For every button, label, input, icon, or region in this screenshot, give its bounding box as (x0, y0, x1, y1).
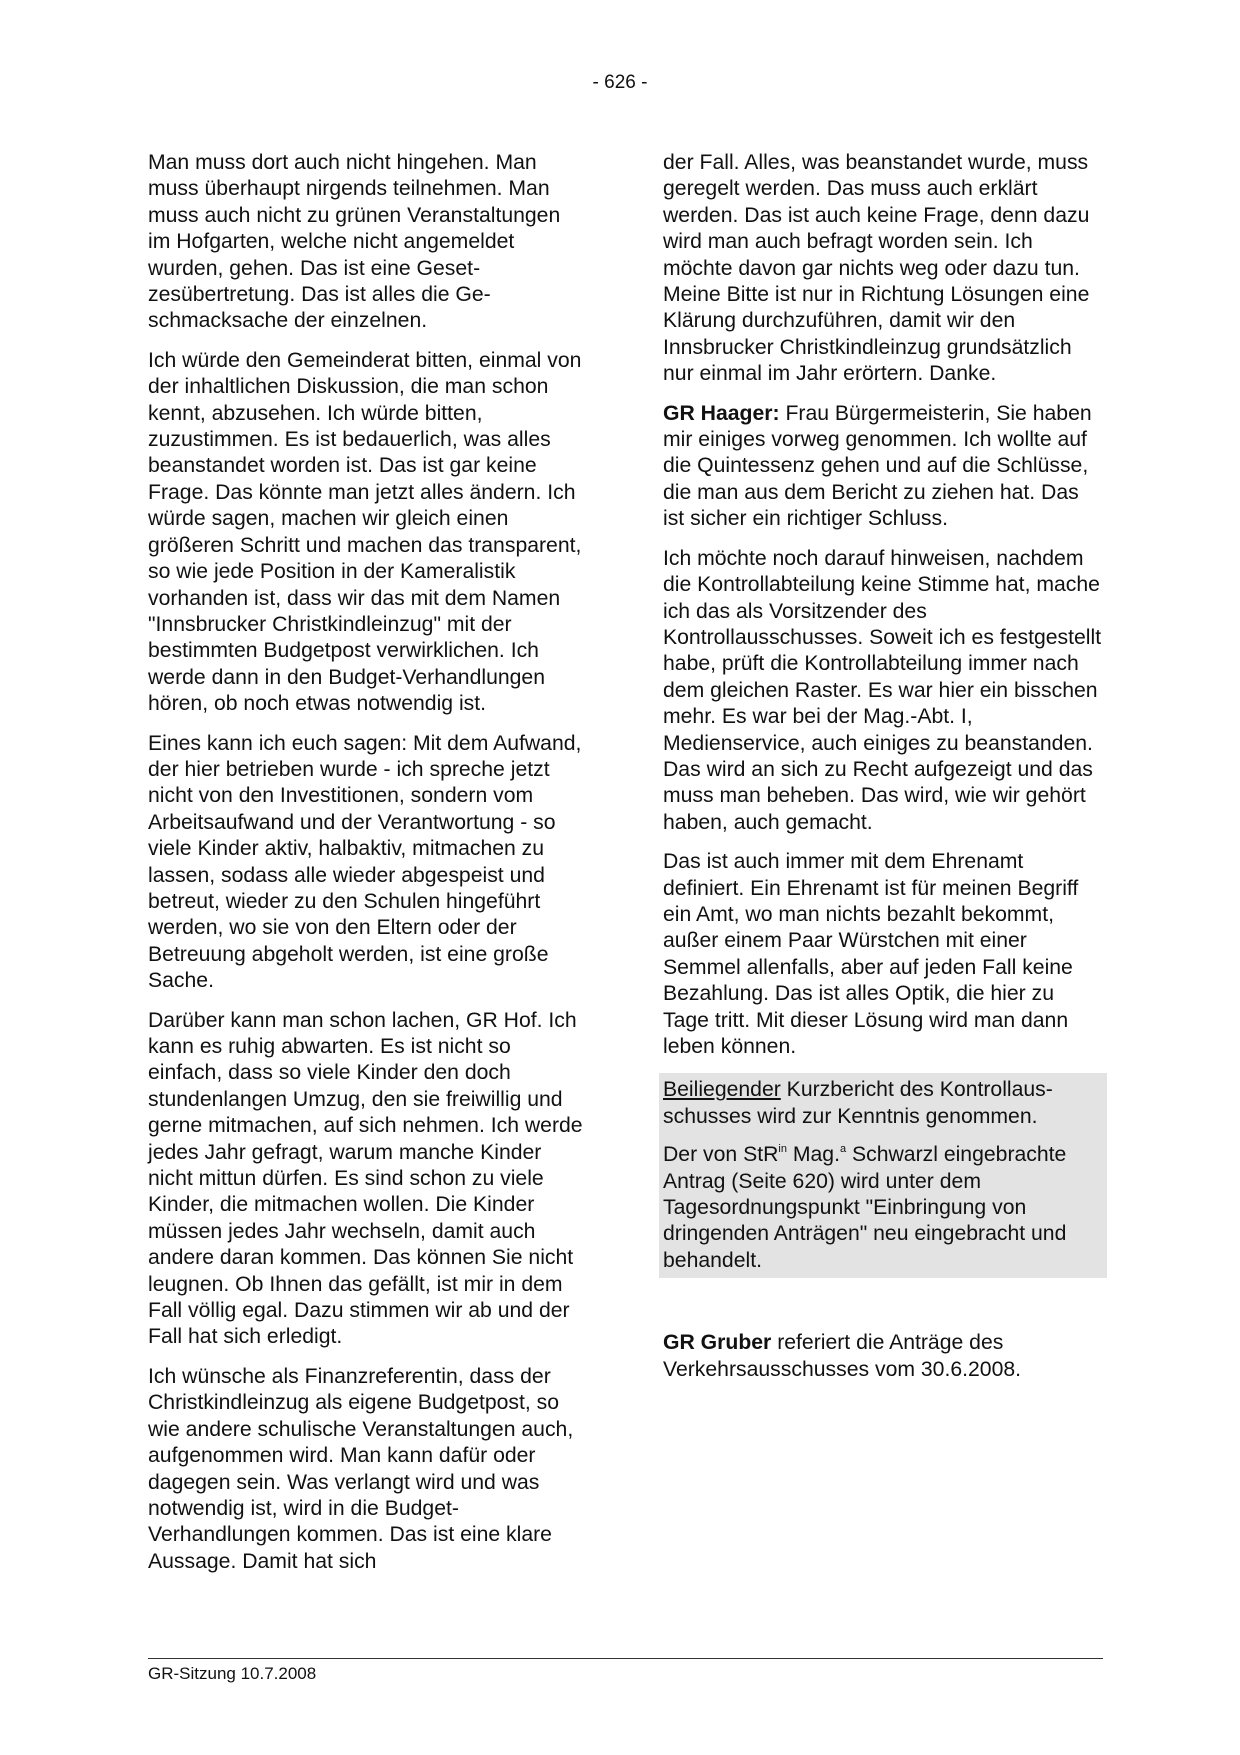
resolution-text: Der von StR (663, 1143, 779, 1167)
resolution-box (659, 1073, 1107, 1278)
superscript: in (778, 1143, 787, 1156)
speaker-text: referiert die Anträge des Verkehrsausschusses vom 30.6.2008. (663, 1331, 1022, 1381)
paragraph: Ich wünsche als Finanzreferentin, dass der Christkindleinzug als eigene Budgetpost, so wie andere schulische Veranstaltungen auch, aufgenommen wird. Man kann dafür oder dagegen sein. Was verlangt wird und was notwendig ist, wird in die Budget-Verhandlungen kommen. Das ist eine klare Aussage. Damit hat sich (148, 1364, 574, 1573)
page-number: - 626 - (592, 72, 648, 93)
speaker-name: GR Gruber (663, 1331, 772, 1355)
superscript: a (839, 1143, 847, 1156)
resolution-underlined-word: Beiliegender (663, 1078, 781, 1102)
paragraph: der Fall. Alles, was beanstandet wurde, muss geregelt werden. Das muss auch erklärt werden. Das ist auch keine Frage, denn dazu wird man auch befragt worden sein. Ich möchte davon gar nichts weg oder dazu tun. Meine Bitte ist nur in Richtung Lösungen eine Klärung durchzuführen, damit wir den Innsbrucker Christkindleinzug grundsätzlich nur einmal im Jahr erörtern. Danke. (663, 151, 1090, 386)
paragraph: Darüber kann man schon lachen, GR Hof. Ich kann es ruhig abwarten. Es ist nicht so einfach, dass so viele Kinder den doch stundenlangen Umzug, den sie freiwillig und gerne mitmachen, auf sich nehmen. Ich werde jedes Jahr gefragt, warum manche Kinder nicht mittun dürfen. Es sind schon zu viele Kinder, die mitmachen wollen. Die Kinder müssen jedes Jahr wechseln, damit auch andere daran kommen. Das können Sie nicht leugnen. Ob Ihnen das gefällt, ist mir in dem Fall völlig egal. Dazu stimmen wir ab und der Fall hat sich erledigt. (148, 1008, 583, 1349)
resolution-text: Kurzbericht des Kontrollausschusses wird zur Kenntnis genommen. (663, 1078, 1053, 1128)
paragraph: Man muss dort auch nicht hingehen. Man muss überhaupt nirgends teilnehmen. Man muss auch nicht zu grünen Veranstaltungen im Hofgarten, welche nicht angemeldet wurden, gehen. Das ist eine Gesetzesübertretung. Das ist alles die Geschmacksache der einzelnen. (148, 151, 561, 333)
footer-text: GR-Sitzung 10.7.2008 (148, 1664, 317, 1683)
spacer (663, 1278, 1103, 1330)
paragraph: Ich möchte noch darauf hinweisen, nachdem die Kontrollabteilung keine Stimme hat, mache ich das als Vorsitzender des Kontrollausschusses. Soweit ich es festgestellt habe, prüft die Kontrollabteilung immer nach dem gleichen Raster. Es war hier ein bisschen mehr. Es war bei der Mag.-Abt. I, Medienservice, auch einiges zu beanstanden. Das wird an sich zu Recht aufgezeigt und das muss man beheben. Das wird, wie wir gehört haben, auch gemacht. (663, 546, 1102, 834)
resolution-text: Schwarzl eingebrachte Antrag (Seite 620) wird unter dem Tagesordnungspunkt "Einbringung von dringenden Anträgen" neu eingebracht und behandelt. (663, 1143, 1067, 1272)
speaker-paragraph (663, 401, 1103, 533)
left-column (148, 150, 588, 1588)
paragraph: Ich würde den Gemeinderat bitten, einmal von der inhaltlichen Diskussion, die man schon kennt, abzusehen. Ich würde bitten, zuzustimmen. Es ist bedauerlich, was alles beanstandet worden ist. Das ist gar keine Frage. Das könnte man jetzt alles ändern. Ich würde sagen, machen wir gleich einen größeren Schritt und machen das transparent, so wie jede Position in der Kameralistik vorhanden ist, dass wir das mit dem Namen "Innsbrucker Christkindleinzug" mit der bestimmten Budgetpost verwirklichen. Ich werde dann in den Budget-Verhandlungen hören, ob noch etwas notwendig ist. (148, 348, 582, 716)
resolution-paragraph (663, 1077, 1103, 1130)
footer-divider (148, 1658, 1103, 1659)
resolution-text: Mag. (786, 1143, 840, 1167)
paragraph: Eines kann ich euch sagen: Mit dem Aufwand, der hier betrieben wurde - ich spreche jetzt nicht von den Investitionen, sondern vom Arbeitsaufwand und der Verantwortung - so viele Kinder aktiv, halbaktiv, mitmachen zu lassen, sodass alle wieder abgespeist und betreut, wieder zu den Schulen hingeführt werden, wo sie von den Eltern oder der Betreuung abgeholt werden, ist eine große Sache. (148, 731, 582, 993)
speaker-text: Frau Bürgermeisterin, Sie haben mir einiges vorweg genommen. Ich wollte auf die Quintessenz gehen und auf die Schlüsse, die man aus dem Bericht zu ziehen hat. Das ist sicher ein richtiger Schluss. (663, 401, 1092, 531)
resolution-paragraph (663, 1142, 1103, 1274)
speaker-paragraph (663, 1330, 1103, 1383)
right-column (663, 150, 1103, 1396)
speaker-name: GR Haager: (663, 401, 780, 425)
paragraph: Das ist auch immer mit dem Ehrenamt definiert. Ein Ehrenamt ist für meinen Begriff ein Amt, wo man nichts bezahlt bekommt, außer einem Paar Würstchen mit einer Semmel allenfalls, aber auf jeden Fall keine Bezahlung. Das ist alles Optik, die hier zu Tage tritt. Mit dieser Lösung wird man dann leben können. (663, 850, 1079, 1058)
